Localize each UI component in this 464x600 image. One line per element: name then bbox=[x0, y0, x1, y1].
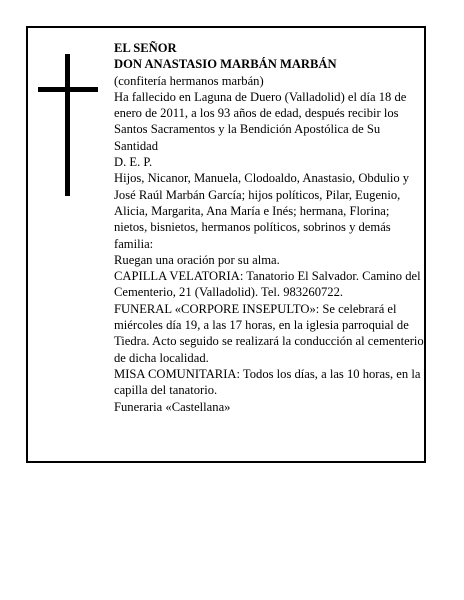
death-announcement: Ha fallecido en Laguna de Duero (Valladolid) el día 18 de enero de 2011, a los 93 años de edad, después recibir los Santos Sacramentos y la Bendición Apostólica de Su Santidad bbox=[114, 89, 407, 153]
prayer-request: Ruegan una oración por su alma. bbox=[114, 252, 280, 267]
funeral-info: FUNERAL «CORPORE INSEPULTO»: Se celebrará el miércoles día 19, a las 17 horas, en la iglesia parroquial de Tiedra. Acto seguido se realizará la conducción al cementerio de dicha localidad. bbox=[114, 301, 424, 365]
funeral-home: Funeraria «Castellana» bbox=[114, 399, 231, 414]
family-list: Hijos, Nicanor, Manuela, Clodoaldo, Anastasio, Obdulio y José Raúl Marbán García; hijos políticos, Pilar, Eugenio, Alicia, Margarita, Ana María e Inés; hermana, Florina; nietos, bisnietos, hermanos políticos, sobrinos y demás familia: bbox=[114, 171, 410, 251]
rip-line: D. E. P. bbox=[114, 155, 153, 170]
latin-cross-icon bbox=[38, 54, 98, 196]
cross-horizontal-bar bbox=[38, 87, 98, 92]
wake-chapel-info: CAPILLA VELATORIA: Tanatorio El Salvador. Camino del Cementerio, 21 (Valladolid). Tel. 983260722. bbox=[114, 269, 421, 300]
community-mass-info: MISA COMUNITARIA: Todos los días, a las 10 horas, en la capilla del tanatorio. bbox=[114, 366, 421, 398]
obituary-text bbox=[114, 40, 424, 415]
deceased-subtitle: (confitería hermanos marbán) bbox=[114, 73, 264, 88]
deceased-name: DON ANASTASIO MARBÁN MARBÁN bbox=[114, 57, 337, 72]
deceased-title: EL SEÑOR bbox=[114, 41, 177, 55]
cross-vertical-bar bbox=[65, 54, 70, 196]
